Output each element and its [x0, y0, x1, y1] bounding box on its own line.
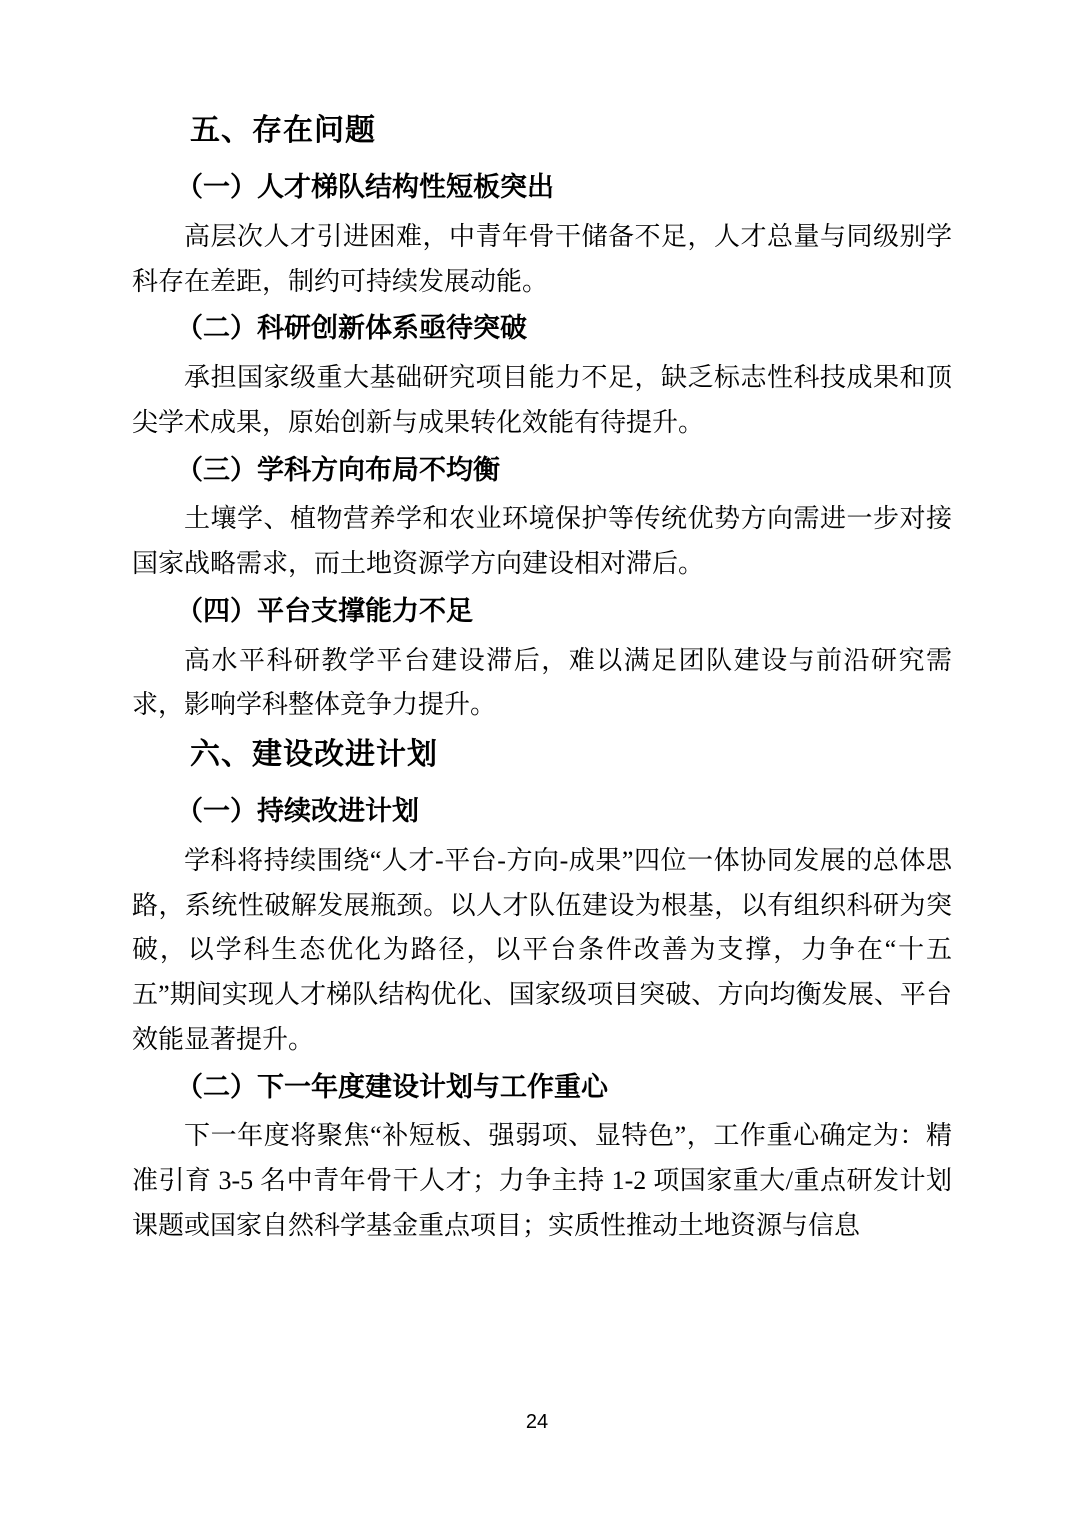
subsection-heading-5-3: （三）学科方向布局不均衡 [176, 454, 500, 485]
paragraph-6-2: 下一年度将聚焦“补短板、强弱项、显特色”，工作重心确定为：精准引育 3-5 名中青年骨干人才；力争主持 1-2 项国家重大/重点研发计划课题或国家自然科学基金重点项目；实质性推动土地资源与信息 [132, 1121, 952, 1240]
paragraph-6-1: 学科将持续围绕“人才-平台-方向-成果”四位一体协同发展的总体思路，系统性破解发展瓶颈。以人才队伍建设为根基，以有组织科研为突破，以学科生态优化为路径，以平台条件改善为支撑，力争在“十五五”期间实现人才梯队结构优化、国家级项目突破、方向均衡发展、平台效能显著提升。 [132, 845, 952, 1054]
subsection-heading-5-2: （二）科研创新体系亟待突破 [176, 313, 527, 344]
paragraph-5-1: 高层次人才引进困难，中青年骨干储备不足，人才总量与同级别学科存在差距，制约可持续发展动能。 [132, 221, 952, 296]
paragraph-5-2: 承担国家级重大基础研究项目能力不足，缺乏标志性科技成果和顶尖学术成果，原始创新与成果转化效能有待提升。 [132, 363, 952, 437]
section-heading-six: 六、建设改进计划 [190, 738, 438, 772]
section-heading-five: 五、存在问题 [190, 114, 376, 147]
subsection-heading-5-4: （四）平台支撑能力不足 [176, 595, 473, 626]
subsection-heading-5-1: （一）人才梯队结构性短板突出 [176, 172, 554, 202]
paragraph-5-4: 高水平科研教学平台建设滞后，难以满足团队建设与前沿研究需求，影响学科整体竞争力提升。 [132, 645, 952, 720]
subsection-heading-6-2: （二）下一年度建设计划与工作重心 [176, 1071, 608, 1102]
paragraph-5-3: 土壤学、植物营养学和农业环境保护等传统优势方向需进一步对接国家战略需求，而土地资源学方向建设相对滞后。 [132, 504, 952, 579]
subsection-heading-6-1: （一）持续改进计划 [176, 796, 419, 827]
page-number: 24 [525, 1411, 549, 1433]
